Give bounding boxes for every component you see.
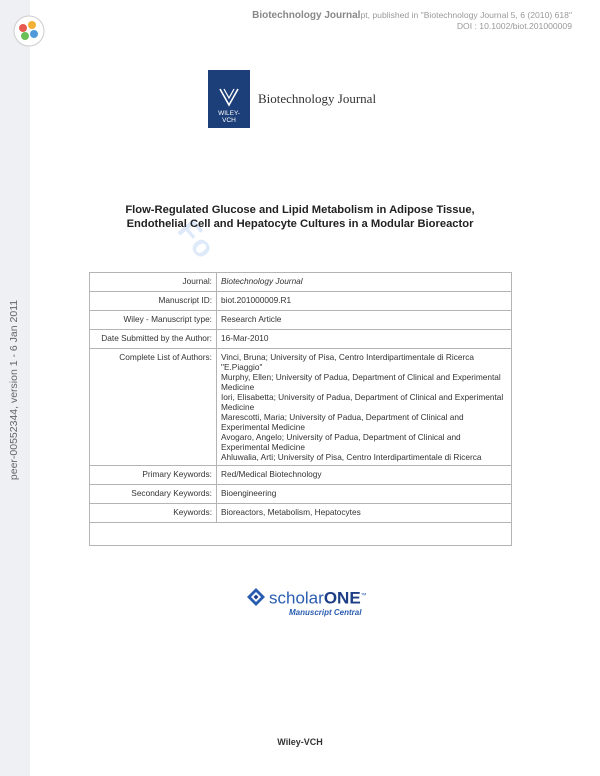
row-label: Primary Keywords:	[90, 466, 217, 485]
row-value	[217, 466, 512, 485]
header-publication-info: pt, published in "Biotechnology Journal 5, 6 (2010) 618"	[360, 10, 572, 20]
table-row	[90, 504, 512, 523]
value-line: Vinci, Bruna; University of Pisa, Centro Interdipartimentale di Ricerca "E.Piaggio"	[221, 352, 475, 372]
wiley-vch-logo	[208, 70, 250, 128]
header-doi: DOI : 10.1002/biot.201000009	[456, 21, 572, 31]
row-value	[217, 330, 512, 349]
value-line: Murphy, Ellen; University of Padua, Department of Clinical and Experimental Medicine	[221, 372, 501, 392]
header-journal-name: Biotechnology Journal	[252, 10, 361, 21]
scholar-text-light: scholar	[269, 588, 324, 608]
row-label: Secondary Keywords:	[90, 485, 217, 504]
value-line: Marescotti, Maria; University of Padua, Department of Clinical and Experimental Medicine	[221, 412, 464, 432]
journal-banner	[208, 70, 376, 128]
value-line: Biotechnology Journal	[221, 276, 303, 286]
row-label: Complete List of Authors:	[90, 349, 217, 466]
row-value	[217, 504, 512, 523]
value-line: Red/Medical Biotechnology	[221, 469, 322, 479]
table-row	[90, 292, 512, 311]
row-value	[217, 292, 512, 311]
watermark: Fo	[170, 214, 223, 267]
paper-title: Flow-Regulated Glucose and Lipid Metabolism in Adipose Tissue, Endothelial Cell and Hepatocyte Cultures in a Modular Bioreactor	[125, 204, 475, 230]
peer-logo-icon	[12, 14, 46, 48]
row-value	[217, 485, 512, 504]
trademark: ™	[360, 593, 367, 599]
row-value	[217, 311, 512, 330]
value-line: biot.201000009.R1	[221, 295, 292, 305]
scholar-text-bold: ONE	[323, 588, 361, 608]
row-label: Manuscript ID:	[90, 292, 217, 311]
scholarone-logo	[246, 587, 367, 617]
value-line: 16-Mar-2010	[221, 333, 269, 343]
row-value	[217, 349, 512, 466]
table-row	[90, 485, 512, 504]
wiley-emblem-icon	[217, 87, 241, 107]
value-line: Ahluwalia, Arti; University of Pisa, Centro Interdipartimentale di Ricerca	[221, 452, 482, 462]
value-line: Iori, Elisabetta; University of Padua, Department of Clinical and Experimental Medicine	[221, 392, 504, 412]
table-row	[90, 273, 512, 292]
value-line: Bioengineering	[221, 488, 277, 498]
logo-line1: WILEY-	[218, 110, 240, 117]
row-label: Keywords:	[90, 504, 217, 523]
manuscript-info-table	[89, 272, 512, 546]
page-header	[252, 10, 572, 32]
table-row	[90, 466, 512, 485]
logo-line2: VCH	[222, 117, 236, 124]
table-row	[90, 349, 512, 466]
value-line: Research Article	[221, 314, 282, 324]
scholarone-diamond-icon	[246, 587, 266, 607]
manuscript-central-label: Manuscript Central	[289, 607, 362, 617]
row-label: Journal:	[90, 273, 217, 292]
table-row-empty	[90, 523, 512, 546]
row-label: Date Submitted by the Author:	[90, 330, 217, 349]
table-row	[90, 330, 512, 349]
row-label: Wiley - Manuscript type:	[90, 311, 217, 330]
hal-side-text: peer-00552344, version 1 - 6 Jan 2011	[8, 299, 20, 481]
value-line: Avogaro, Angelo; University of Padua, Department of Clinical and Experimental Medicine	[221, 432, 461, 452]
journal-banner-title: Biotechnology Journal	[258, 91, 377, 106]
value-line: Bioreactors, Metabolism, Hepatocytes	[221, 507, 361, 517]
row-value	[217, 273, 512, 292]
empty-cell	[90, 523, 512, 546]
page-footer: Wiley-VCH	[277, 737, 323, 747]
table-row	[90, 311, 512, 330]
